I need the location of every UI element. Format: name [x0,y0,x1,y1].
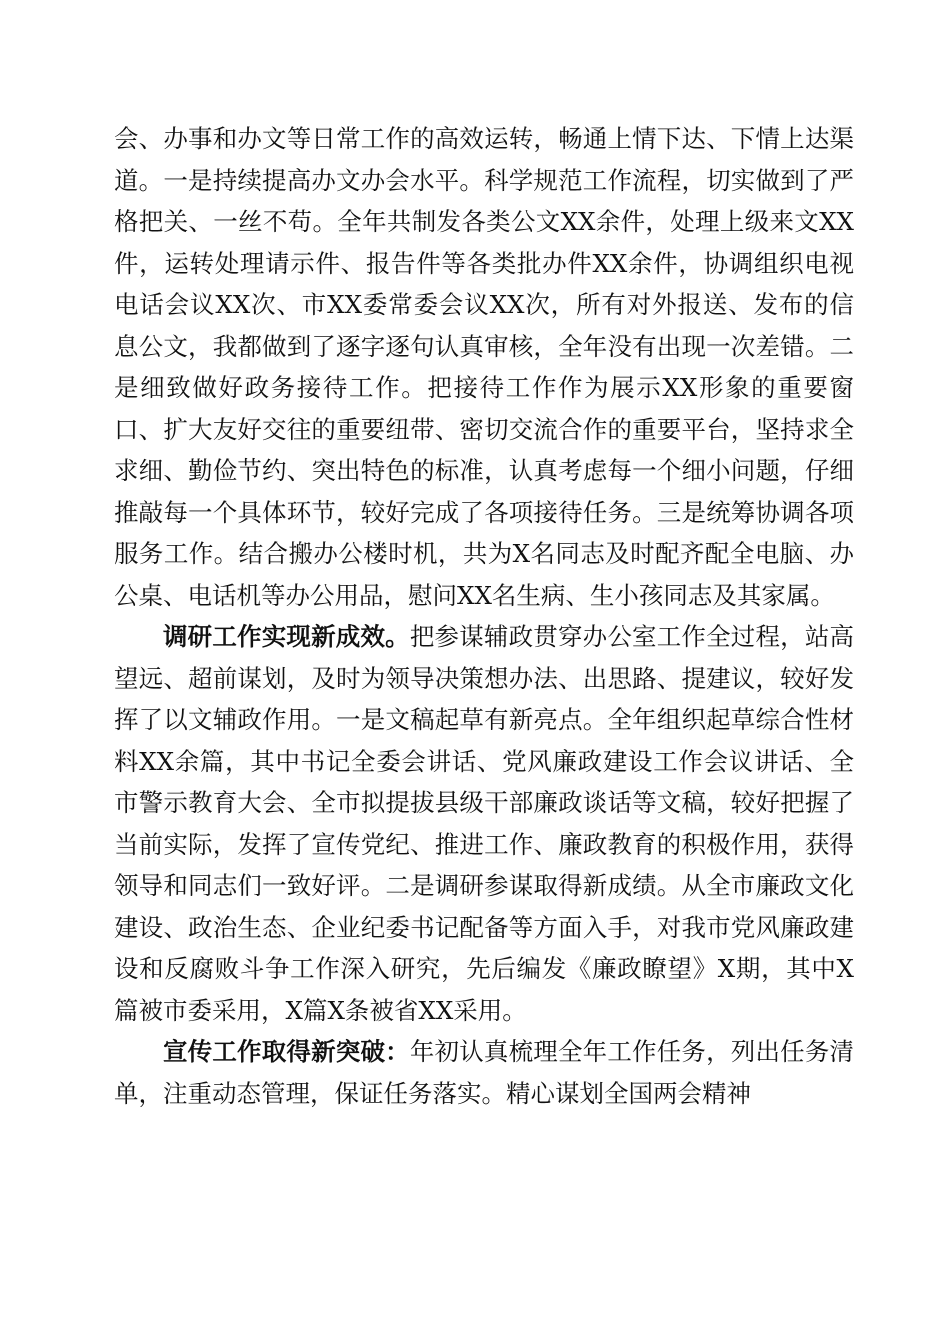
paragraph-text: 年初认真梳理全年工作任务，列出任务清单，注重动态管理，保证任务落实。精心谋划全国两会精神 [114,1037,855,1108]
paragraph-office-services [114,118,854,616]
paragraph-heading: 调研工作实现新成效。 [163,622,410,651]
paragraph-heading: 宣传工作取得新突破： [163,1037,410,1066]
paragraph-text: 会、办事和办文等日常工作的高效运转，畅通上情下达、下情上达渠道。一是持续提高办文办会水平。科学规范工作流程，切实做到了严格把关、一丝不苟。全年共制发各类公文XX余件，处理上级来文XX件，运转处理请示件、报告件等各类批办件XX余件，协调组织电视电话会议XX次、市XX委常委会议XX次，所有对外报送、发布的信息公文，我都做到了逐字逐句认真审核，全年没有出现一次差错。二是细致做好政务接待工作。把接待工作作为展示XX形象的重要窗口、扩大友好交往的重要纽带、密切交流合作的重要平台，坚持求全求细、勤俭节约、突出特色的标准，认真考虑每一个细小问题，仔细推敲每一个具体环节，较好完成了各项接待任务。三是统筹协调各项服务工作。结合搬办公楼时机，共为X名同志及时配齐配全电脑、办公桌、电话机等办公用品，慰问XX名生病、生小孩同志及其家属。 [114,124,854,610]
document-body [114,118,854,1114]
paragraph-text: 把参谋辅政贯穿办公室工作全过程，站高望远、超前谋划，及时为领导决策想办法、出思路、提建议，较好发挥了以文辅政作用。一是文稿起草有新亮点。全年组织起草综合性材料XX余篇，其中书记全委会讲话、党风廉政建设工作会议讲话、全市警示教育大会、全市拟提拔县级干部廉政谈话等文稿，较好把握了当前实际，发挥了宣传党纪、推进工作、廉政教育的积极作用，获得领导和同志们一致好评。二是调研参谋取得新成绩。从全市廉政文化建设、政治生态、企业纪委书记配备等方面入手，对我市党风廉政建设和反腐败斗争工作深入研究，先后编发《廉政瞭望》X期，其中X篇被市委采用，X篇X条被省XX采用。 [114,622,855,1025]
paragraph-research-work [114,616,854,1031]
paragraph-publicity-work [114,1031,854,1114]
